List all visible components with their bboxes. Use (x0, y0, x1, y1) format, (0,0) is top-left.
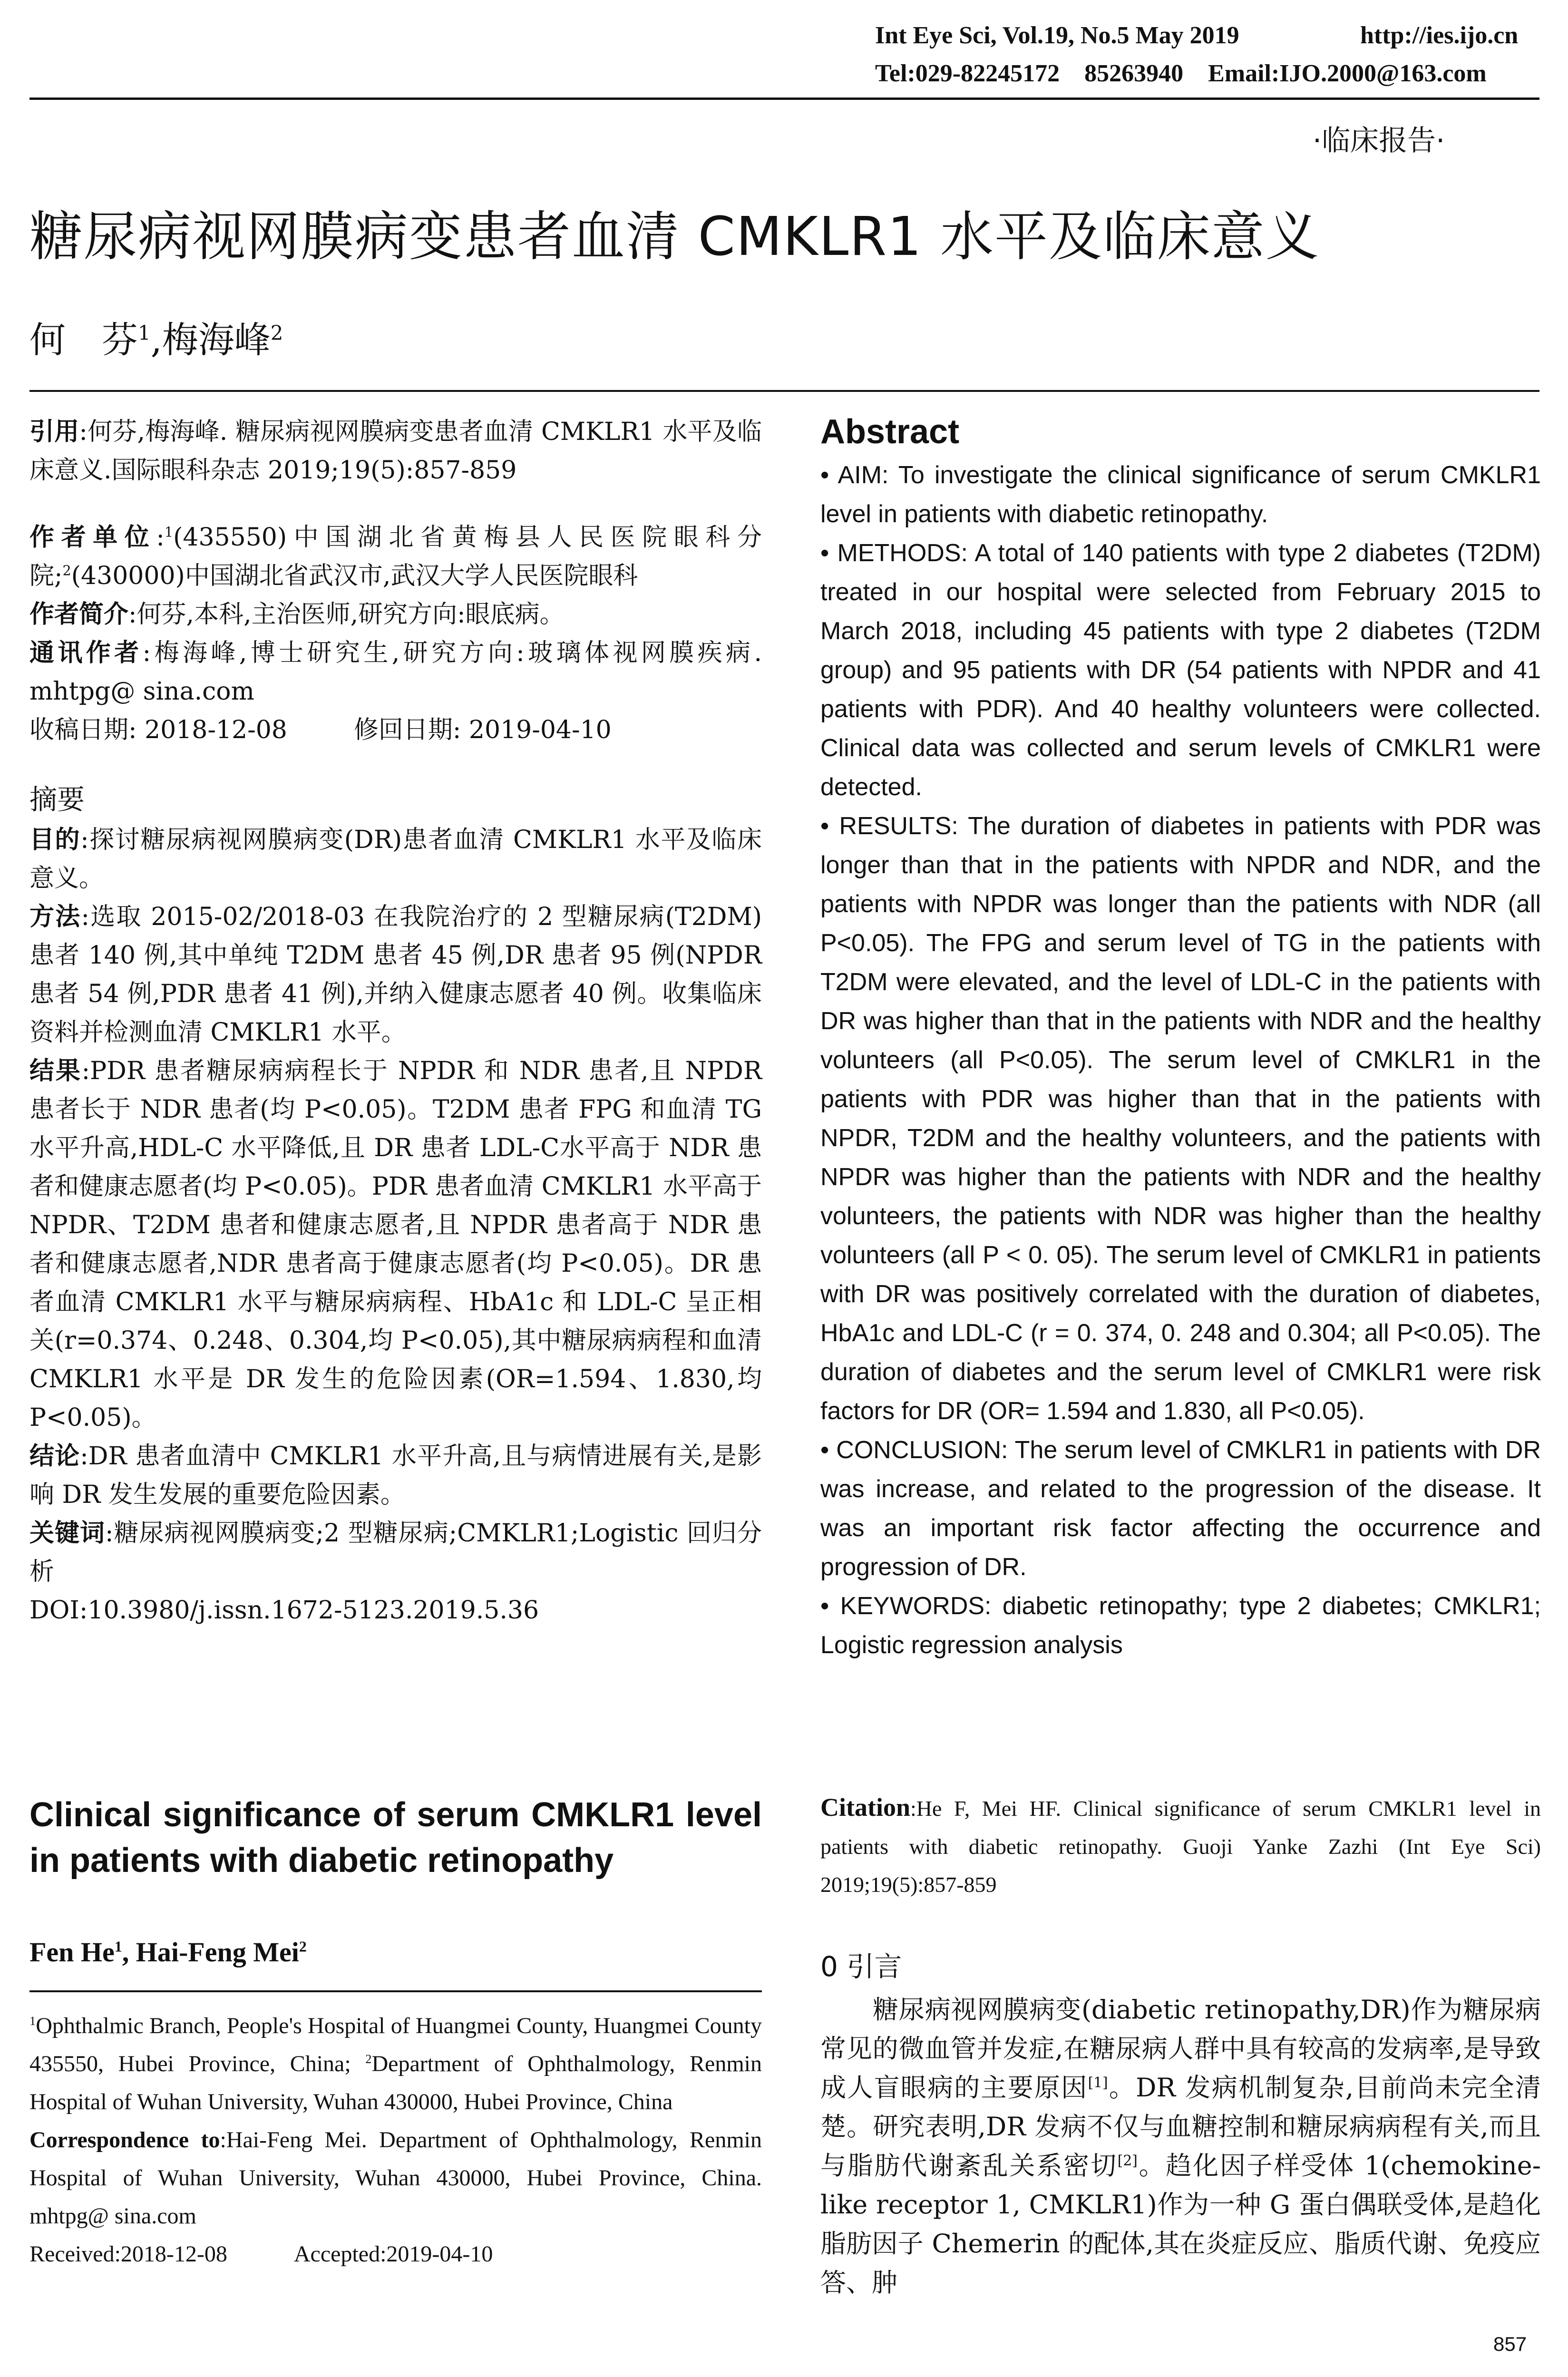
cn-corr-label: 通讯作者 (29, 639, 143, 667)
en-aim: • AIM: To investigate the clinical significance of serum CMKLR1 level in patients with diabetic retinopathy. (820, 461, 1541, 528)
cn-affiliation-sup-1: 1 (164, 524, 174, 540)
en-corr-text: :Hai-Feng Mei. Department of Ophthalmology, Renmin Hospital of Wuhan University, Wuhan 430000, Hubei Province, China. mhtpg@ sina.com (29, 2127, 762, 2229)
header-rule (29, 97, 1539, 100)
cn-methods-text: :选取 2015-02/2018-03 在我院治疗的 2 型糖尿病(T2DM)患者 140 例,其中单纯 T2DM 患者 45 例,DR 患者 95 例(NPDR 患者 54 例,PDR 患者 41 例),并纳入健康志愿者 40 例。收集临床资料并检测血清 CMKLR1 水平。 (29, 903, 762, 1047)
author-1-affil: 1 (138, 321, 151, 345)
author-separator: , (150, 319, 162, 361)
cn-keywords-label: 关键词 (29, 1519, 106, 1548)
en-affiliation-list (29, 2007, 762, 2121)
en-corr-label: Correspondence to (29, 2127, 220, 2153)
cn-correspondence (29, 634, 762, 711)
page-number: 857 (1493, 2333, 1527, 2355)
cn-bio-label: 作者简介 (29, 600, 129, 629)
en-author-1-affil: 1 (114, 1938, 122, 1955)
en-aff-sup-1: 1 (29, 2014, 36, 2028)
en-aff-1: Ophthalmic Branch, People's Hospital of Huangmei County, Huangmei County 435550, Hubei Province, China; (29, 2013, 762, 2076)
en-keywords: • KEYWORDS: diabetic retinopathy; type 2 diabetes; CMKLR1; Logistic regression analysis (820, 1592, 1541, 1659)
cn-author-bio (29, 595, 762, 634)
en-results: • RESULTS: The duration of diabetes in patients with PDR was longer than that in the patients with NPDR and NDR, and the patients with NPDR was longer than the patients with NDR (all P<0.05). The FPG and serum level of TG in the patients with T2DM were elevated, and the level of LDL-C in the patients with DR was higher than that in the patients with NDR and the healthy volunteers (all P<0.05). The serum level of CMKLR1 in the patients with PDR was higher than that in the patients with NPDR, T2DM and the healthy volunteers, and the patients with NPDR was higher than the patients with NDR and the healthy volunteers, the patients with NDR was higher than the healthy volunteers (all P < 0. 05). The serum level of CMKLR1 in patients with DR was positively correlated with the duration of diabetes, HbA1c and LDL-C (r = 0. 374, 0. 248 and 0.304; all P<0.05). The duration of diabetes and the serum level of CMKLR1 were risk factors for DR (OR= 1.594 and 1.830, all P<0.05). (820, 812, 1541, 1425)
author-2-affil: 2 (270, 321, 283, 345)
cn-affiliation (29, 518, 762, 595)
journal-url: http://ies.ijo.cn (1360, 22, 1519, 49)
cn-bio-text: :何芬,本科,主治医师,研究方向:眼底病。 (128, 600, 565, 629)
cn-results-text: :PDR 患者糖尿病病程长于 NPDR 和 NDR 患者,且 NPDR 患者长于 NDR 患者(均 P<0.05)。T2DM 患者 FPG 和血清 TG 水平升高,HDL-C 水平降低,且 DR 患者 LDL-C水平高于 NDR 患者和健康志愿者(均 P<0.05)。PDR 患者血清 CMKLR1 水平高于 NPDR、T2DM 患者和健康志愿者,且 NPDR 患者高于 NDR 患者和健康志愿者,NDR 患者高于健康志愿者(均 P<0.05)。DR 患者血清 CMKLR1 水平与糖尿病病程、HbA1c 和 LDL-C 呈正相关(r=0.374、0.248、0.304,均 P<0.05),其中糖尿病病程和血清 CMKLR1 水平是 DR 发生的危险因素(OR=1.594、1.830,均 P<0.05)。 (29, 1057, 762, 1432)
en-author-2: Hai-Feng Mei (136, 1937, 299, 1968)
cn-methods (29, 898, 762, 1052)
cn-methods-label: 方法 (29, 903, 81, 931)
en-dates (29, 2235, 762, 2273)
cn-citation-label: 引用 (29, 418, 79, 446)
cn-keywords-text: :糖尿病视网膜病变;2 型糖尿病;CMKLR1;Logistic 回归分析 (29, 1519, 762, 1586)
cn-affiliation-1: (435550)中国湖北省黄梅县人民医院眼科分院; (29, 523, 762, 590)
cn-results-label: 结果 (29, 1057, 82, 1085)
en-accepted: Accepted:2019-04-10 (293, 2241, 493, 2267)
en-title: Clinical significance of serum CMKLR1 level in patients with diabetic retinopathy (29, 1796, 762, 1880)
intro-ref-2: [2] (1117, 2153, 1138, 2169)
en-citation-label: Citation (820, 1793, 910, 1822)
cn-revised: 修回日期: 2019-04-10 (353, 716, 612, 744)
en-authors (29, 1933, 307, 1971)
journal-info: Int Eye Sci, Vol.19, No.5 May 2019 (875, 22, 1239, 49)
intro-text-3: 。趋化因子样受体 1(chemokine-like receptor 1, CMKLR1)作为一种 G 蛋白偶联受体,是趋化脂肪因子 Chemerin 的配体,其在炎症反应、脂质代谢、免疫应答、肿 (820, 2151, 1541, 2298)
cn-conclusion-text: :DR 患者血清中 CMKLR1 水平升高,且与病情进展有关,是影响 DR 发生发展的重要危险因素。 (29, 1442, 762, 1509)
cn-results (29, 1052, 762, 1437)
en-author-rule (29, 1990, 762, 1992)
cn-affiliation-label: 作者单位 (29, 523, 156, 552)
en-aff-2: Department of Ophthalmology, Renmin Hospital of Wuhan University, Wuhan 430000, Hubei Province, China (29, 2051, 762, 2114)
author-1: 何 芬 (29, 319, 138, 361)
en-abstract (820, 408, 1541, 1665)
cn-corr-text: :梅海峰,博士研究生,研究方向:玻璃体视网膜疾病. mhtpg@ sina.com (29, 639, 762, 706)
en-received: Received:2018-12-08 (29, 2241, 227, 2267)
cn-affiliation-sup-2: 2 (62, 562, 71, 579)
en-citation (820, 1788, 1541, 1904)
en-aff-sup-2: 2 (365, 2052, 372, 2066)
intro-paragraph (820, 1990, 1541, 2302)
intro-heading: 0 引言 (820, 1950, 902, 1983)
en-methods: • METHODS: A total of 140 patients with type 2 diabetes (T2DM) treated in our hospital were selected from February 2015 to March 2018, including 45 patients with type 2 diabetes (T2DM group) and 95 patients with DR (54 patients with NPDR and 41 patients with PDR). And 40 healthy volunteers were collected. Clinical data was collected and serum levels of CMKLR1 were detected. (820, 539, 1541, 801)
cn-conclusion (29, 1437, 762, 1514)
cn-dates (29, 711, 762, 750)
en-author-2-affil: 2 (299, 1938, 307, 1955)
intro-ref-1: [1] (1088, 2075, 1108, 2091)
en-author-separator: , (122, 1937, 136, 1968)
cn-affiliation-2: (430000)中国湖北省武汉市,武汉大学人民医院眼科 (71, 562, 638, 590)
cn-conclusion-label: 结论 (29, 1442, 80, 1471)
cn-abstract-heading: 摘要 (29, 783, 85, 816)
intro-text-1: 糖尿病视网膜病变(diabetic retinopathy,DR)作为糖尿病常见的微血管并发症,在糖尿病人群中具有较高的发病率,是导致成人盲眼病的主要原因 (820, 1995, 1541, 2103)
cn-received: 收稿日期: 2018-12-08 (29, 716, 287, 744)
en-correspondence (29, 2121, 762, 2235)
cn-aim-label: 目的 (29, 826, 81, 854)
title-rule (29, 390, 1539, 392)
cn-doi: DOI:10.3980/j.issn.1672-5123.2019.5.36 (29, 1596, 539, 1625)
author-2: 梅海峰 (162, 319, 271, 361)
page-title: 糖尿病视网膜病变患者血清 CMKLR1 水平及临床意义 (29, 206, 1320, 268)
section-tag: ·临床报告· (1313, 124, 1445, 157)
cn-keywords (29, 1514, 762, 1591)
cn-aim (29, 821, 762, 898)
en-author-1: Fen He (29, 1937, 115, 1968)
author-list (29, 316, 283, 364)
journal-contact: Tel:029-82245172 85263940 Email:IJO.2000@163.com (875, 60, 1487, 87)
en-abstract-heading: Abstract (820, 413, 960, 451)
en-affiliations (29, 2007, 762, 2273)
cn-affiliation-colon: : (156, 523, 165, 552)
cn-front-matter (29, 413, 762, 1630)
en-citation-text: :He F, Mei HF. Clinical significance of serum CMKLR1 level in patients with diabetic retinopathy. Guoji Yanke Zazhi (Int Eye Sci) 2019;19(5):857-859 (820, 1796, 1541, 1897)
intro-text-2: 。DR 发病机制复杂,目前尚未完全清楚。研究表明,DR 发病不仅与血糖控制和糖尿病病程有关,而且与脂肪代谢紊乱关系密切 (820, 2073, 1541, 2181)
cn-citation-text: :何芬,梅海峰. 糖尿病视网膜病变患者血清 CMKLR1 水平及临床意义.国际眼科杂志 2019;19(5):857-859 (29, 418, 762, 485)
cn-citation (29, 413, 762, 490)
cn-aim-text: :探讨糖尿病视网膜病变(DR)患者血清 CMKLR1 水平及临床意义。 (29, 826, 762, 893)
en-conclusion: • CONCLUSION: The serum level of CMKLR1 in patients with DR was increase, and related to the progression of the disease. It was an important risk factor affecting the occurrence and progression of DR. (820, 1436, 1541, 1581)
